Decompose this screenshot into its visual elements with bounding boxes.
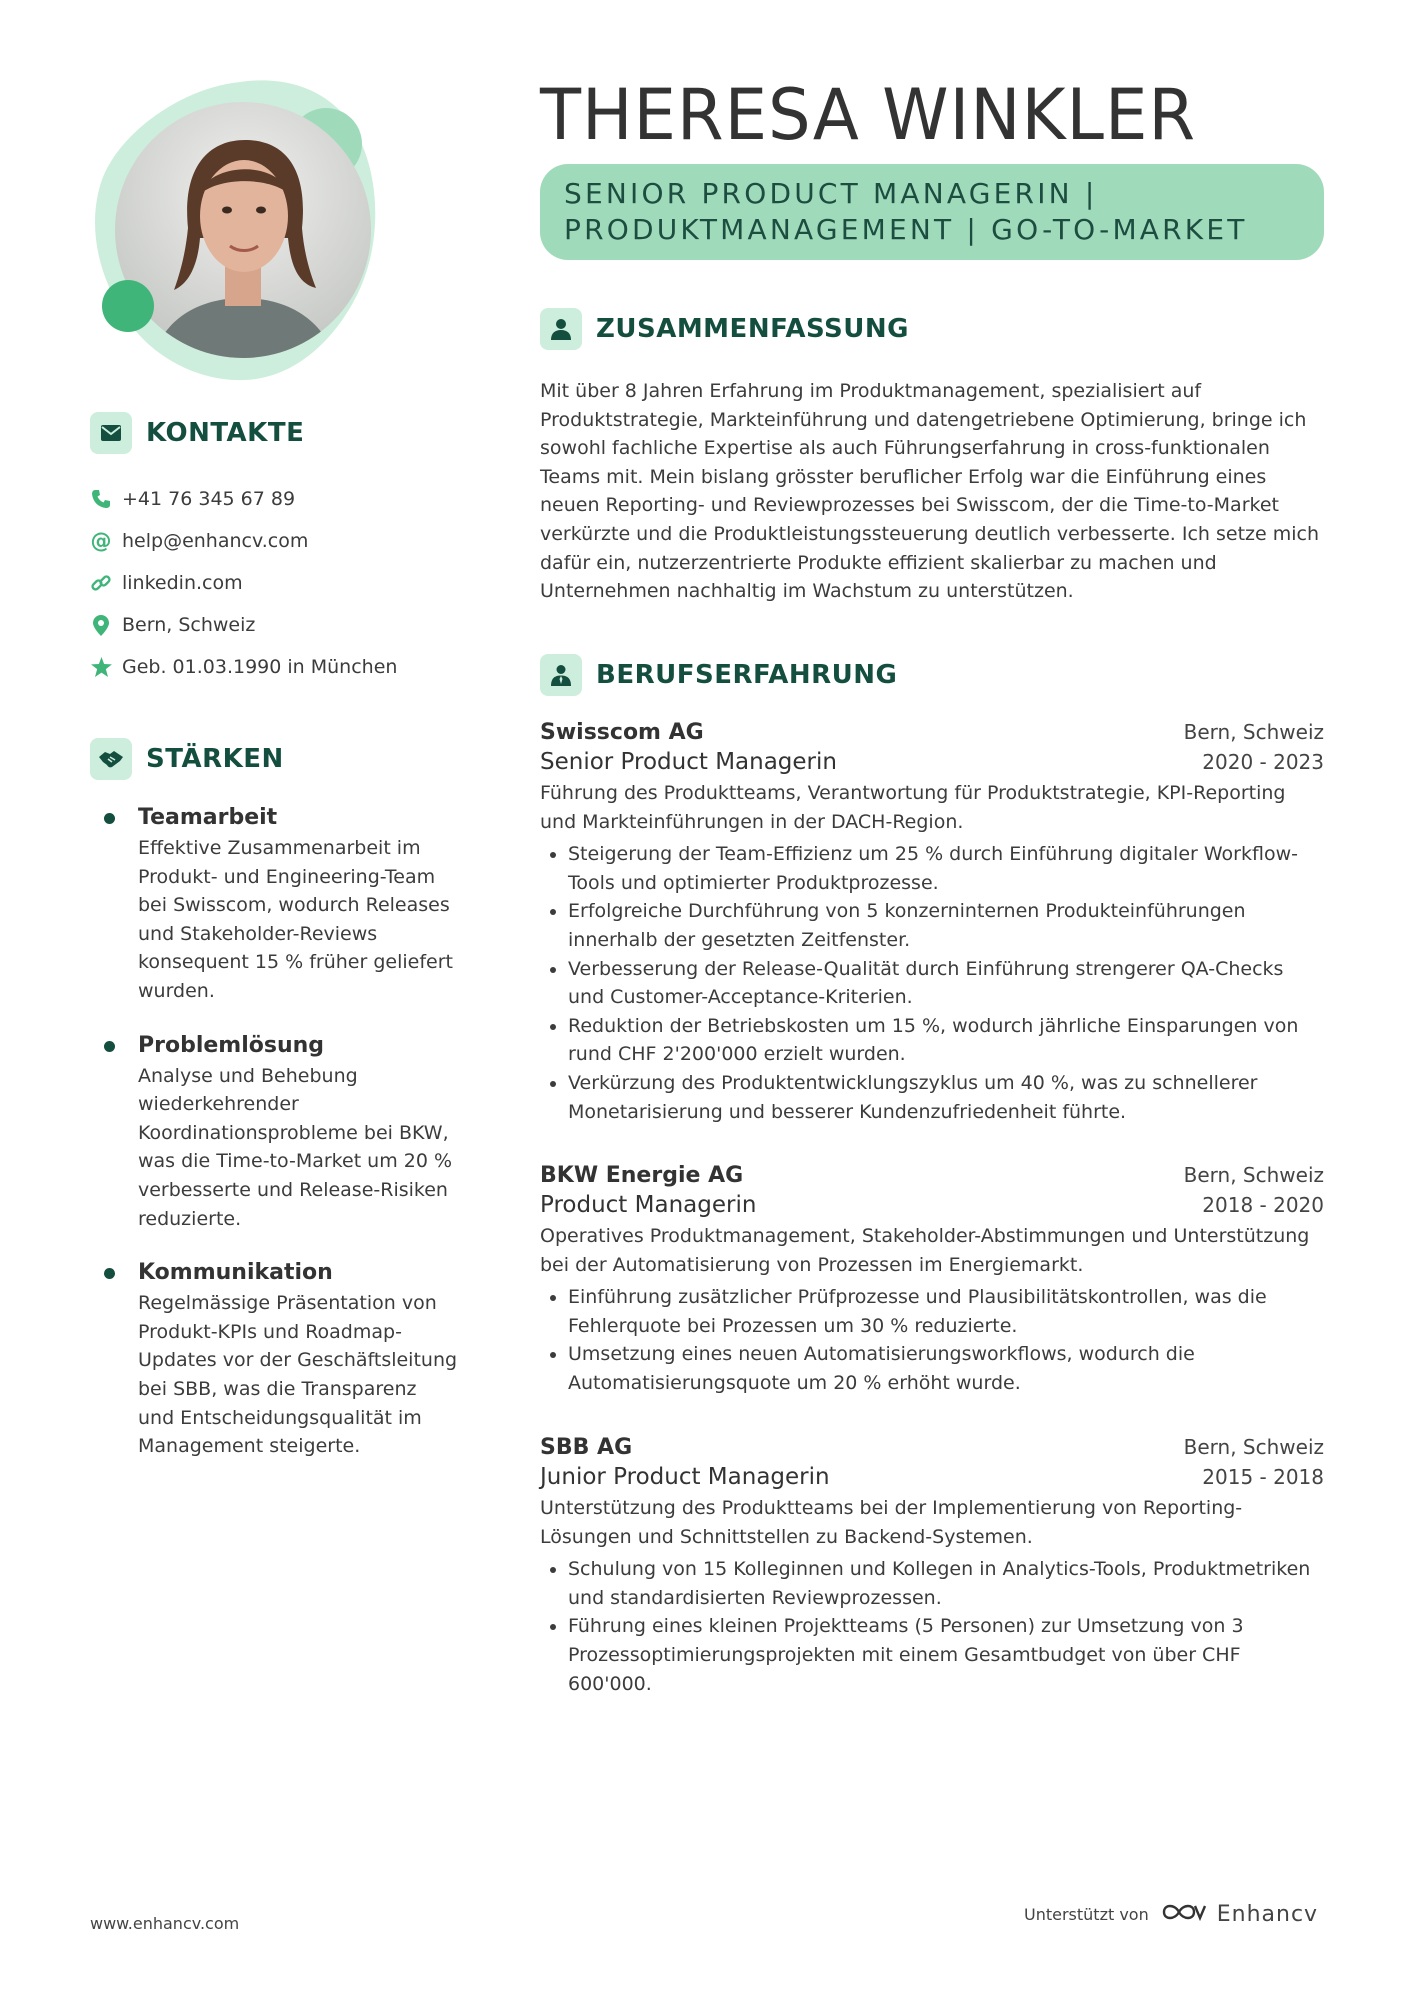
bullet-dot (104, 1268, 115, 1279)
job-entry (540, 1163, 1324, 1398)
job-bullet: • Verkürzung des Produktentwicklungszyklus um 40 %, was zu schnellerer Monetarisierung und besserer Kundenzufriedenheit führte. (568, 1069, 1324, 1126)
job-location: Bern, Schweiz (1183, 720, 1324, 744)
bullet-dot (104, 1041, 115, 1052)
job-company: SBB AG (540, 1435, 633, 1460)
job-bullet: • Führung eines kleinen Projektteams (5 Personen) zur Umsetzung von 3 Prozessoptimierungsprojekten mit einem Gesamtbudget von über CHF 600'000. (568, 1612, 1324, 1698)
contact-list (90, 478, 397, 688)
strength-title: Teamarbeit (138, 805, 278, 830)
link-icon (90, 572, 112, 594)
star-icon (90, 656, 112, 678)
job-bullet: • Steigerung der Team-Effizienz um 25 % durch Einführung digitaler Workflow-Tools und optimierter Produktprozesse. (568, 840, 1324, 897)
job-description: Führung des Produktteams, Verantwortung für Produktstrategie, KPI-Reporting und Markteinführungen in der DACH-Region. (540, 782, 1286, 833)
strengths-list (90, 802, 490, 1485)
job-entry (540, 1435, 1324, 1698)
contact-linkedin[interactable] (90, 562, 397, 604)
job-bullets (540, 840, 1324, 1126)
subtitle-line: SENIOR PRODUCT MANAGERIN | (564, 177, 1098, 210)
strength-desc: Effektive Zusammenarbeit im Produkt- und Engineering-Team bei Swisscom, wodurch Releases und Stakeholder-Reviews konsequent 15 % früher geliefert wurden. (138, 837, 453, 1002)
contacts-title: KONTAKTE (146, 418, 305, 448)
job-bullets (540, 1283, 1324, 1397)
contact-phone-text: +41 76 345 67 89 (122, 488, 296, 510)
strength-item (90, 1030, 490, 1234)
subtitle-banner (540, 164, 1324, 260)
job-bullet: • Einführung zusätzlicher Prüfprozesse und Plausibilitätskontrollen, was die Fehlerquote bei Prozessen um 30 % reduzierte. (568, 1283, 1324, 1340)
job-dates: 2020 - 2023 (1202, 750, 1324, 774)
job-bullet: • Reduktion der Betriebskosten um 15 %, wodurch jährliche Einsparungen von rund CHF 2'200'000 erzielt wurden. (568, 1012, 1324, 1069)
strengths-header (90, 738, 284, 780)
contact-phone[interactable] (90, 478, 397, 520)
location-icon (90, 614, 112, 636)
enhancv-logo-icon (1161, 1900, 1207, 1928)
job-bullet: • Verbesserung der Release-Qualität durch Einführung strengerer QA-Checks und Customer-Acceptance-Kriterien. (568, 955, 1324, 1012)
strength-title: Problemlösung (138, 1032, 325, 1058)
summary-text: Mit über 8 Jahren Erfahrung im Produktmanagement, spezialisiert auf Produktstrategie, Markteinführung und datengetriebene Optimierung, bringe ich sowohl fachliche Expertise als auch Führungserfahrung in cross-funktionalen Teams mit. Mein bislang grösster beruflicher Erfolg war die Einführung eines neuen Reporting- und Reviewprozesses bei Swisscom, der die Time-to-Market verkürzte und die Produktleistungssteuerung deutlich verbesserte. Ich setze mich dafür ein, nutzerzentrierte Produkte effizient skalierbar zu machen und Unternehmen nachhaltig im Wachstum zu unterstützen. (540, 380, 1320, 603)
bullet-dot (104, 813, 115, 824)
profile-photo (90, 78, 400, 388)
contact-email-text: help@enhancv.com (122, 530, 309, 552)
job-role: Junior Product Managerin (540, 1464, 830, 1490)
strength-desc: Regelmässige Präsentation von Produkt-KPIs und Roadmap-Updates vor der Geschäftsleitung bei SBB, was die Transparenz und Entscheidungsqualität im Management steigerte. (138, 1292, 458, 1458)
experience-title: BERUFSERFAHRUNG (596, 660, 898, 690)
job-role: Product Managerin (540, 1192, 757, 1218)
strength-item (90, 802, 490, 1006)
job-bullet: • Erfolgreiche Durchführung von 5 konzerninternen Produkteinführungen innerhalb der gesetzten Zeitfenster. (568, 897, 1324, 954)
job-entry (540, 720, 1324, 1126)
job-location: Bern, Schweiz (1183, 1163, 1324, 1187)
strength-title: Kommunikation (138, 1260, 333, 1286)
at-icon: @ (90, 529, 112, 553)
footer-brand (1024, 1900, 1318, 1928)
photo-decoration (90, 78, 400, 388)
footer-powered-by: Unterstützt von (1024, 1904, 1149, 1924)
strengths-title: STÄRKEN (146, 744, 284, 774)
footer-brand-name: Enhancv (1216, 1901, 1319, 1927)
briefcase-person-icon (540, 654, 582, 696)
contact-linkedin-text: linkedin.com (122, 572, 243, 594)
job-bullet: • Schulung von 15 Kolleginnen und Kollegen in Analytics-Tools, Produktmetriken und standardisierten Reviewprozessen. (568, 1555, 1324, 1612)
job-company: BKW Energie AG (540, 1163, 744, 1188)
contact-birth (90, 646, 397, 688)
job-bullet: • Umsetzung eines neuen Automatisierungsworkflows, wodurch die Automatisierungsquote um 20 % erhöht wurde. (568, 1340, 1324, 1397)
contact-birth-text: Geb. 01.03.1990 in München (122, 656, 398, 678)
contact-email[interactable] (90, 520, 397, 562)
job-location: Bern, Schweiz (1183, 1435, 1324, 1459)
handshake-icon (90, 738, 132, 780)
strength-item (90, 1257, 490, 1461)
job-company: Swisscom AG (540, 720, 704, 745)
subtitle (564, 176, 1300, 248)
contacts-header (90, 412, 304, 454)
footer-website[interactable]: www.enhancv.com (90, 1914, 240, 1933)
phone-icon (90, 488, 112, 510)
job-dates: 2015 - 2018 (1202, 1465, 1324, 1489)
job-description: Unterstützung des Produktteams bei der Implementierung von Reporting-Lösungen und Schnittstellen zu Backend-Systemen. (540, 1497, 1243, 1548)
person-name: THERESA WINKLER (540, 74, 1197, 156)
summary-title: ZUSAMMENFASSUNG (596, 314, 909, 344)
person-icon (540, 308, 582, 350)
subtitle-line: PRODUKTMANAGEMENT | GO-TO-MARKET (564, 213, 1248, 246)
strength-desc: Analyse und Behebung wiederkehrender Koordinationsprobleme bei BKW, was die Time-to-Market um 20 % verbesserte und Release-Risiken reduzierte. (138, 1064, 453, 1230)
job-bullets (540, 1555, 1324, 1698)
summary-header (540, 308, 909, 350)
contact-location-text: Bern, Schweiz (122, 614, 256, 636)
job-description: Operatives Produktmanagement, Stakeholder-Abstimmungen und Unterstützung bei der Automatisierung von Prozessen im Energiemarkt. (540, 1225, 1310, 1276)
experience-header (540, 654, 897, 696)
envelope-icon (90, 412, 132, 454)
job-role: Senior Product Managerin (540, 749, 837, 775)
contact-location (90, 604, 397, 646)
job-dates: 2018 - 2020 (1202, 1193, 1324, 1217)
